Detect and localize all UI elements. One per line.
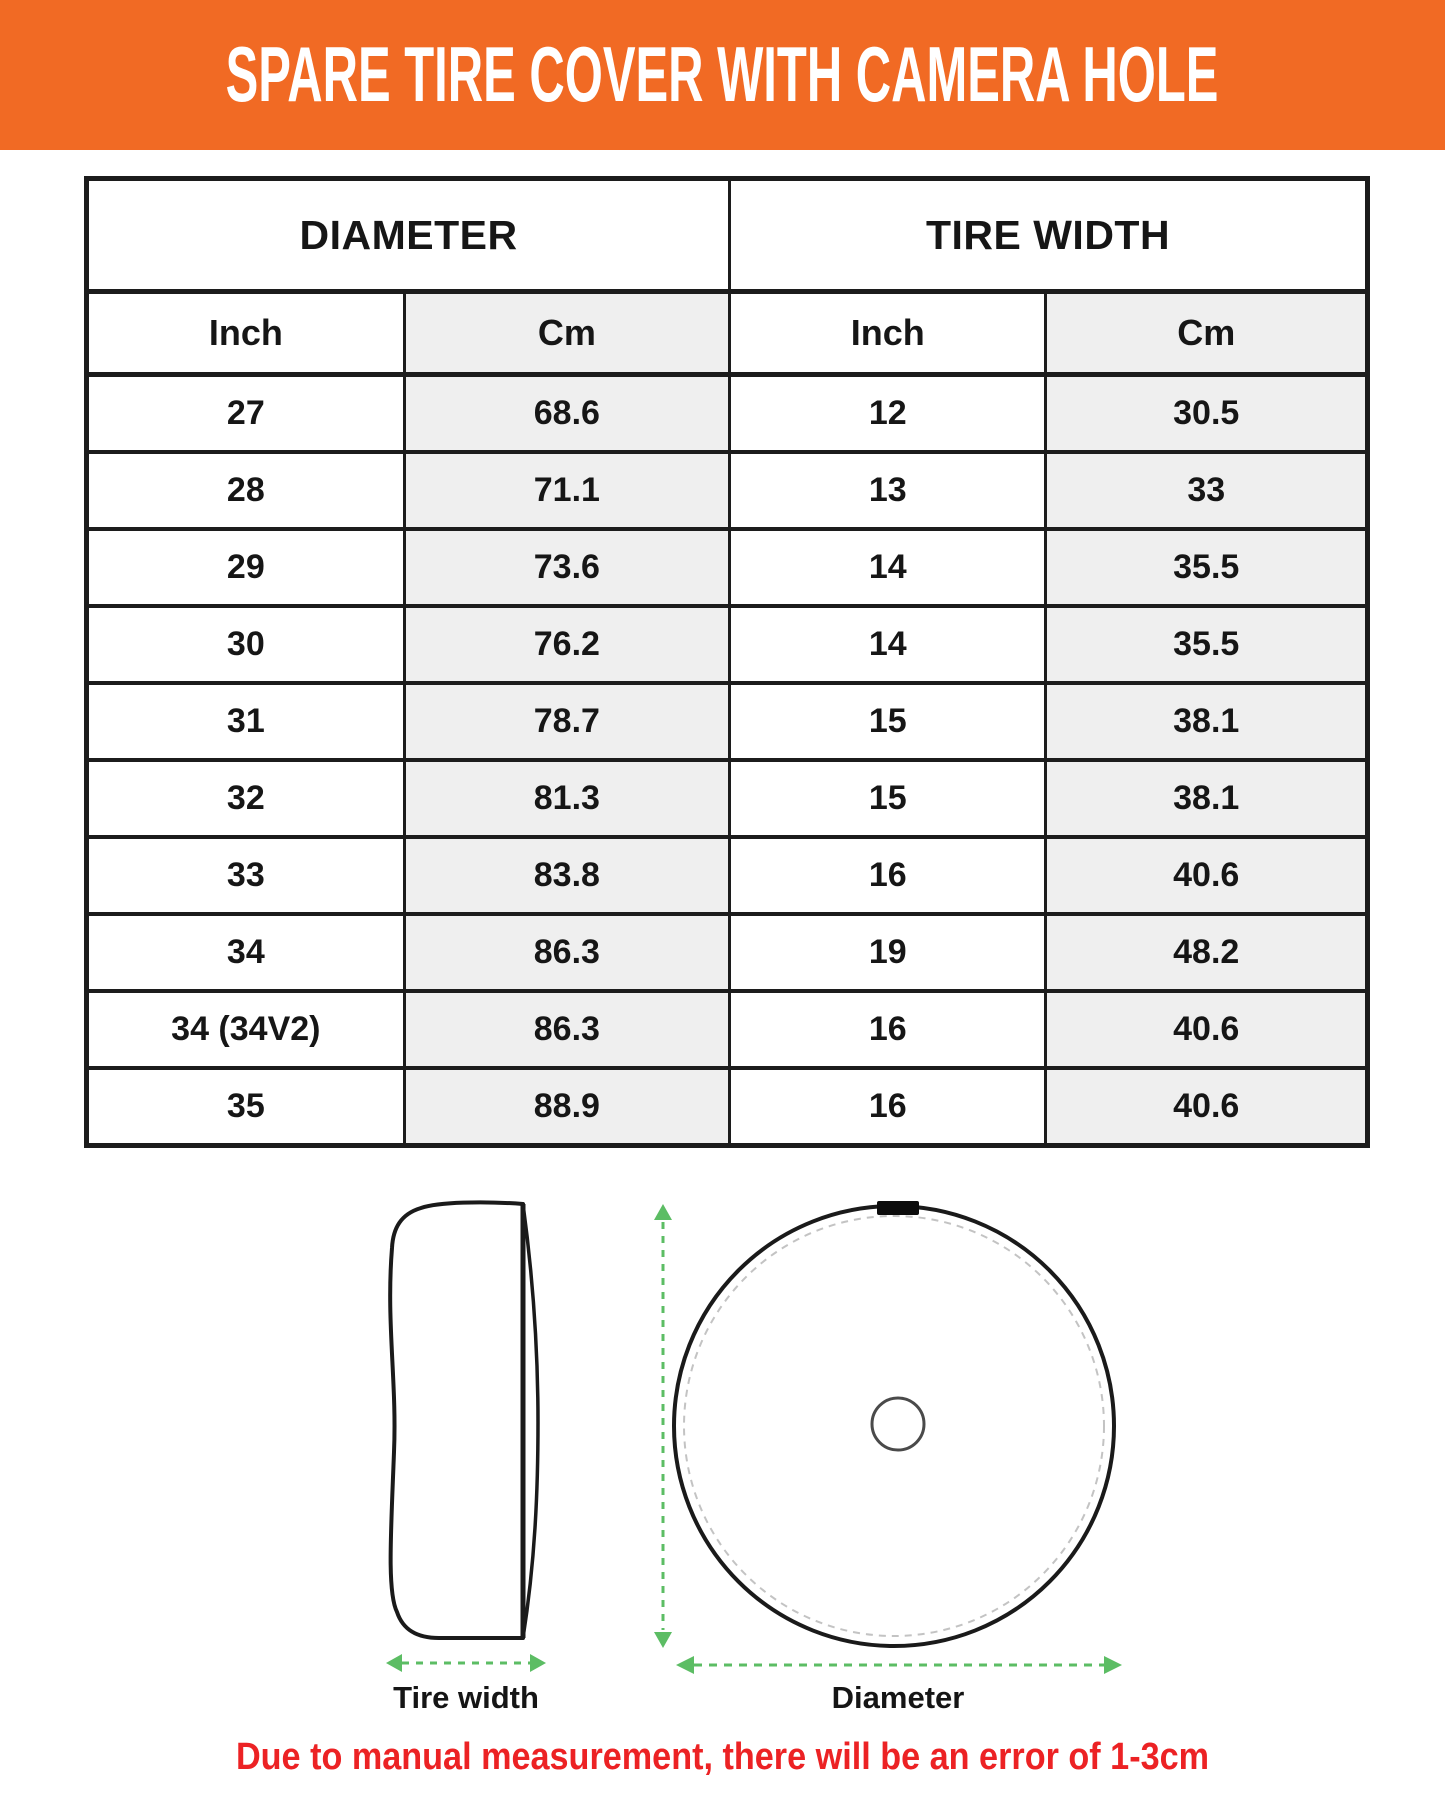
table-row — [87, 991, 1368, 1068]
banner — [0, 0, 1445, 150]
column-header-diameter-cm: Cm — [404, 292, 729, 375]
cell-width-cm: 38.1 — [1046, 760, 1368, 837]
cell-diameter-cm: 73.6 — [404, 529, 729, 606]
measurement-diagram — [0, 1190, 1445, 1730]
cell-diameter-cm: 86.3 — [404, 914, 729, 991]
cell-diameter-inch: 34 — [87, 914, 405, 991]
page-title-text: SPARE TIRE COVER WITH CAMERA HOLE — [226, 31, 1219, 119]
table-row — [87, 452, 1368, 529]
cell-diameter-inch: 28 — [87, 452, 405, 529]
diameter-arrow — [676, 1656, 1122, 1674]
cell-diameter-inch: 35 — [87, 1068, 405, 1146]
cell-diameter-inch: 33 — [87, 837, 405, 914]
cell-diameter-inch: 32 — [87, 760, 405, 837]
cell-diameter-cm: 71.1 — [404, 452, 729, 529]
cell-diameter-cm: 86.3 — [404, 991, 729, 1068]
cell-width-cm: 30.5 — [1046, 375, 1368, 453]
cell-width-inch: 16 — [730, 991, 1046, 1068]
cell-width-cm: 40.6 — [1046, 991, 1368, 1068]
tire-diagram-graphic — [0, 1190, 1445, 1730]
column-group-diameter: DIAMETER — [87, 179, 730, 292]
cell-diameter-cm: 78.7 — [404, 683, 729, 760]
cell-width-inch: 16 — [730, 1068, 1046, 1146]
cell-width-inch: 14 — [730, 529, 1046, 606]
table-row — [87, 606, 1368, 683]
table-row — [87, 837, 1368, 914]
cell-diameter-inch: 29 — [87, 529, 405, 606]
cell-width-inch: 15 — [730, 760, 1046, 837]
page-title — [0, 31, 1445, 119]
tire-width-arrow — [386, 1654, 546, 1672]
camera-hole — [872, 1398, 924, 1450]
table-row — [87, 760, 1368, 837]
cell-width-cm: 38.1 — [1046, 683, 1368, 760]
column-header-diameter-inch: Inch — [87, 292, 405, 375]
tire-width-label: Tire width — [393, 1680, 539, 1715]
cell-width-cm: 40.6 — [1046, 837, 1368, 914]
cell-diameter-inch: 34 (34V2) — [87, 991, 405, 1068]
cell-width-inch: 15 — [730, 683, 1046, 760]
top-marker — [877, 1201, 919, 1215]
cell-width-cm: 35.5 — [1046, 529, 1368, 606]
diameter-label: Diameter — [831, 1680, 965, 1715]
cell-diameter-inch: 31 — [87, 683, 405, 760]
tire-front-view — [674, 1201, 1114, 1646]
tire-side-view — [390, 1202, 538, 1638]
table-row — [87, 529, 1368, 606]
column-header-width-inch: Inch — [730, 292, 1046, 375]
cell-width-inch: 16 — [730, 837, 1046, 914]
cell-diameter-cm: 68.6 — [404, 375, 729, 453]
cell-width-cm: 33 — [1046, 452, 1368, 529]
height-arrow — [654, 1204, 672, 1648]
column-header-width-cm: Cm — [1046, 292, 1368, 375]
cell-width-inch: 19 — [730, 914, 1046, 991]
cell-width-cm: 35.5 — [1046, 606, 1368, 683]
cell-diameter-cm: 88.9 — [404, 1068, 729, 1146]
cell-diameter-cm: 81.3 — [404, 760, 729, 837]
table-row — [87, 914, 1368, 991]
table-row — [87, 683, 1368, 760]
table-row — [87, 1068, 1368, 1146]
measurement-note: Due to manual measurement, there will be an error of 1-3cm — [235, 1736, 1210, 1778]
cell-width-inch: 13 — [730, 452, 1046, 529]
cell-width-cm: 48.2 — [1046, 914, 1368, 991]
table-row — [87, 375, 1368, 453]
column-group-tire-width: TIRE WIDTH — [730, 179, 1368, 292]
cell-diameter-cm: 83.8 — [404, 837, 729, 914]
cell-width-inch: 14 — [730, 606, 1046, 683]
size-chart-table — [84, 176, 1370, 1148]
table-group-header-row — [87, 179, 1368, 292]
table-subheader-row — [87, 292, 1368, 375]
cell-width-inch: 12 — [730, 375, 1046, 453]
cell-diameter-cm: 76.2 — [404, 606, 729, 683]
cell-width-cm: 40.6 — [1046, 1068, 1368, 1146]
cell-diameter-inch: 27 — [87, 375, 405, 453]
cell-diameter-inch: 30 — [87, 606, 405, 683]
